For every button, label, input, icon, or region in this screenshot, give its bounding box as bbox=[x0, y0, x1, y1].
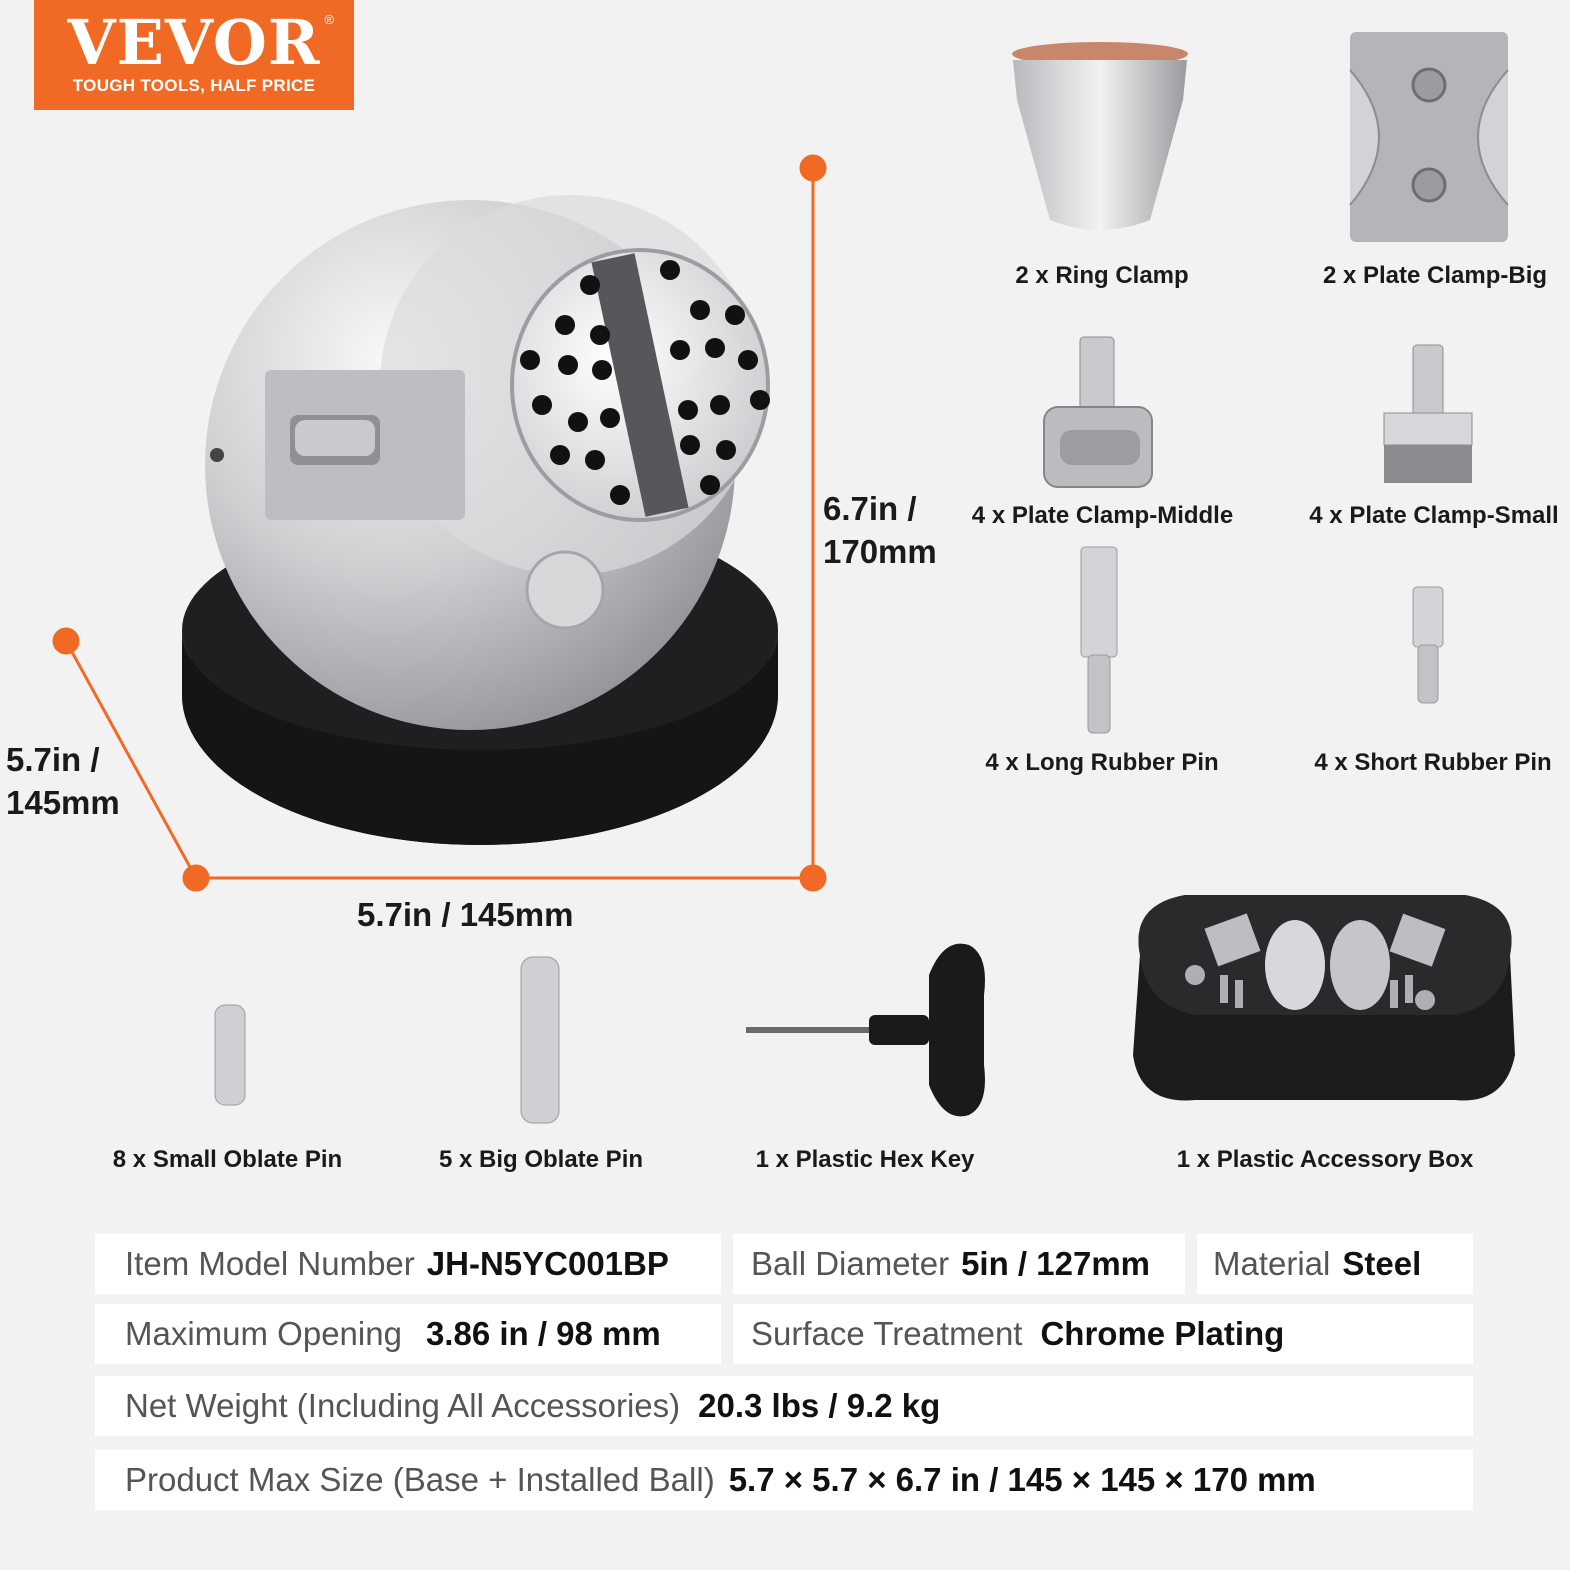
spec-maximum-opening bbox=[95, 1304, 721, 1364]
big-oblate-pin-image bbox=[518, 955, 562, 1125]
plate-clamp-middle-image bbox=[1040, 335, 1155, 490]
caption-plate-clamp-middle: 4 x Plate Clamp-Middle bbox=[971, 502, 1234, 529]
long-rubber-pin-image bbox=[1078, 545, 1120, 735]
spec-ball-diameter bbox=[733, 1234, 1185, 1294]
caption-long-rubber-pin: 4 x Long Rubber Pin bbox=[985, 749, 1219, 776]
registered-mark: ® bbox=[324, 12, 334, 27]
width-left-dot bbox=[184, 866, 208, 890]
brand-tagline: TOUGH TOOLS, HALF PRICE bbox=[72, 76, 316, 95]
small-oblate-pin-image bbox=[212, 1003, 248, 1107]
plate-clamp-big-image bbox=[1348, 30, 1510, 244]
depth-top-dot bbox=[54, 629, 78, 653]
spec-model-value: JH-N5YC001BP bbox=[426, 1245, 669, 1282]
spec-size-label: Product Max Size (Base + Installed Ball) bbox=[125, 1461, 715, 1498]
depth-label: 5.7in / 145mm bbox=[6, 741, 120, 821]
ring-clamp-image bbox=[1005, 40, 1195, 235]
width-label: 5.7in / 145mm bbox=[357, 896, 574, 933]
spec-opening-label: Maximum Opening bbox=[125, 1315, 402, 1352]
spec-model-label: Item Model Number bbox=[125, 1245, 415, 1282]
spec-size-value: 5.7 × 5.7 × 6.7 in / 145 × 145 × 170 mm bbox=[728, 1461, 1316, 1498]
spec-surface-treatment bbox=[733, 1304, 1473, 1364]
brand-name: VEVOR bbox=[67, 6, 321, 79]
caption-ring-clamp: 2 x Ring Clamp bbox=[1015, 262, 1189, 289]
height-top-dot bbox=[801, 156, 825, 180]
spec-net-weight bbox=[95, 1376, 1473, 1436]
spec-surface-label: Surface Treatment bbox=[751, 1315, 1023, 1352]
spec-weight-value: 20.3 lbs / 9.2 kg bbox=[698, 1387, 941, 1424]
engraving-ball-vise-image bbox=[170, 160, 790, 860]
caption-plate-clamp-small: 4 x Plate Clamp-Small bbox=[1309, 502, 1559, 529]
caption-plate-clamp-big: 2 x Plate Clamp-Big bbox=[1322, 262, 1548, 289]
spec-model-number bbox=[95, 1234, 721, 1294]
spec-material bbox=[1197, 1234, 1473, 1294]
caption-short-rubber-pin: 4 x Short Rubber Pin bbox=[1314, 749, 1552, 776]
spec-opening-value: 3.86 in / 98 mm bbox=[425, 1315, 661, 1352]
caption-accessory-box: 1 x Plastic Accessory Box bbox=[1176, 1146, 1474, 1173]
hex-key-image bbox=[744, 935, 992, 1125]
spec-material-value: Steel bbox=[1342, 1245, 1422, 1282]
caption-small-oblate-pin: 8 x Small Oblate Pin bbox=[112, 1146, 343, 1173]
spec-max-size bbox=[95, 1450, 1473, 1510]
corner-dot bbox=[801, 866, 825, 890]
spec-ball-value: 5in / 127mm bbox=[961, 1245, 1151, 1282]
accessory-box-image bbox=[1125, 865, 1525, 1115]
spec-weight-label: Net Weight (Including All Accessories) bbox=[125, 1387, 681, 1424]
caption-hex-key: 1 x Plastic Hex Key bbox=[755, 1146, 975, 1173]
spec-material-label: Material bbox=[1213, 1245, 1331, 1282]
spec-surface-value: Chrome Plating bbox=[1040, 1315, 1285, 1352]
height-label: 6.7in / 170mm bbox=[823, 490, 937, 570]
short-rubber-pin-image bbox=[1410, 585, 1446, 705]
plate-clamp-small-image bbox=[1380, 343, 1476, 485]
caption-big-oblate-pin: 5 x Big Oblate Pin bbox=[438, 1146, 644, 1173]
spec-ball-label: Ball Diameter bbox=[751, 1245, 950, 1282]
